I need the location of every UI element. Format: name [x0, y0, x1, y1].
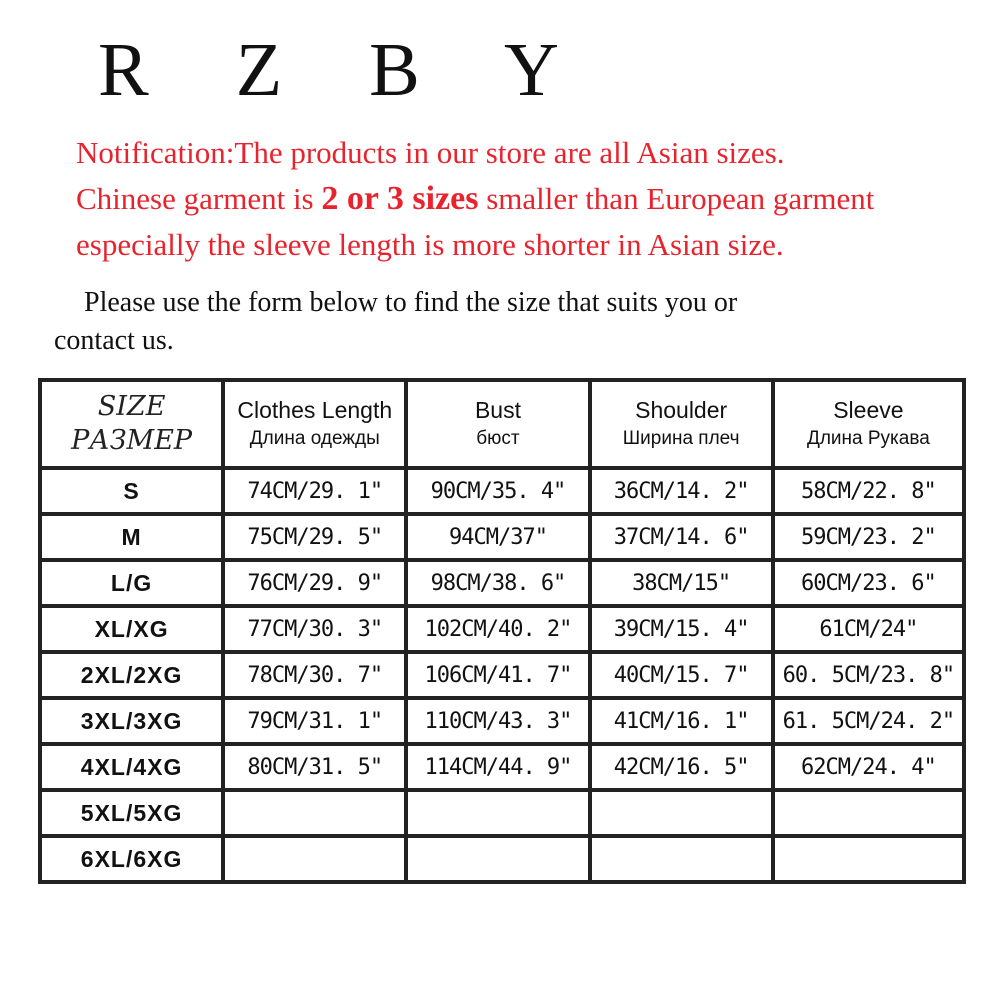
- bust-value: 106CM/41. 7": [408, 654, 587, 696]
- size-label: XL/XG: [42, 608, 221, 650]
- header-sleeve-ru: Длина Рукава: [806, 428, 930, 449]
- table-row: [42, 838, 962, 880]
- sleeve-value: 61. 5CM/24. 2": [775, 700, 962, 742]
- header-bust: [408, 382, 587, 466]
- header-clothes-length: [225, 382, 404, 466]
- instruction-line-1: Please use the form below to find the size that suits you or: [84, 287, 738, 318]
- size-label: 2XL/2XG: [42, 654, 221, 696]
- shoulder-value: [592, 838, 771, 880]
- size-label: L/G: [42, 562, 221, 604]
- table-row: [42, 700, 962, 742]
- sleeve-value: [775, 838, 962, 880]
- table-row: [42, 746, 962, 788]
- clothes-length-value: 76CM/29. 9": [225, 562, 404, 604]
- bust-value: 94CM/37": [408, 516, 587, 558]
- table-row: [42, 792, 962, 834]
- notice-line-2-start: Chinese garment is: [76, 181, 322, 216]
- size-notification: [76, 130, 986, 268]
- table-row: [42, 516, 962, 558]
- notice-line-3: especially the sleeve length is more shorter in Asian size.: [76, 227, 784, 262]
- bust-value: 110CM/43. 3": [408, 700, 587, 742]
- sleeve-value: [775, 792, 962, 834]
- sleeve-value: 60CM/23. 6": [775, 562, 962, 604]
- clothes-length-value: [225, 792, 404, 834]
- size-label: 3XL/3XG: [42, 700, 221, 742]
- size-chart-table: [38, 378, 966, 884]
- bust-value: 114CM/44. 9": [408, 746, 587, 788]
- table-row: [42, 470, 962, 512]
- instruction-line-2: contact us.: [54, 325, 174, 356]
- table-row: [42, 654, 962, 696]
- notice-emphasis: 2 or 3 sizes: [321, 180, 479, 217]
- bust-value: [408, 838, 587, 880]
- size-label: M: [42, 516, 221, 558]
- notice-line-2-end: smaller than European garment: [478, 181, 875, 216]
- shoulder-value: 41CM/16. 1": [592, 700, 771, 742]
- sleeve-value: 58CM/22. 8": [775, 470, 962, 512]
- table-row: [42, 608, 962, 650]
- header-sleeve: [775, 382, 962, 466]
- shoulder-value: 38CM/15": [592, 562, 771, 604]
- clothes-length-value: [225, 838, 404, 880]
- shoulder-value: 37CM/14. 6": [592, 516, 771, 558]
- size-label: 5XL/5XG: [42, 792, 221, 834]
- sleeve-value: 60. 5CM/23. 8": [775, 654, 962, 696]
- header-shoulder: [592, 382, 771, 466]
- shoulder-value: 42CM/16. 5": [592, 746, 771, 788]
- header-clothes-length-ru: Длина одежды: [249, 428, 380, 449]
- bust-value: 90CM/35. 4": [408, 470, 587, 512]
- sleeve-value: 59CM/23. 2": [775, 516, 962, 558]
- brand-logo: R Z B Y: [98, 28, 593, 112]
- shoulder-value: 40CM/15. 7": [592, 654, 771, 696]
- notice-line-1: Notification:The products in our store are all Asian sizes.: [76, 135, 785, 170]
- bust-value: 102CM/40. 2": [408, 608, 587, 650]
- size-header-en: SIZE: [97, 391, 166, 422]
- size-header-cell: [42, 382, 221, 466]
- header-bust-en: Bust: [474, 397, 521, 423]
- instruction-text: [54, 284, 954, 360]
- clothes-length-value: 77CM/30. 3": [225, 608, 404, 650]
- clothes-length-value: 78CM/30. 7": [225, 654, 404, 696]
- clothes-length-value: 75CM/29. 5": [225, 516, 404, 558]
- size-header-ru: РАЗМЕР: [71, 425, 193, 456]
- header-sleeve-en: Sleeve: [833, 397, 904, 423]
- shoulder-value: 36CM/14. 2": [592, 470, 771, 512]
- size-header: [42, 390, 221, 458]
- header-shoulder-ru: Ширина плеч: [622, 428, 740, 449]
- clothes-length-value: 79CM/31. 1": [225, 700, 404, 742]
- size-label: 6XL/6XG: [42, 838, 221, 880]
- clothes-length-value: 80CM/31. 5": [225, 746, 404, 788]
- clothes-length-value: 74CM/29. 1": [225, 470, 404, 512]
- table-header-row: [42, 382, 962, 466]
- shoulder-value: [592, 792, 771, 834]
- table-row: [42, 562, 962, 604]
- sleeve-value: 61CM/24": [775, 608, 962, 650]
- sleeve-value: 62CM/24. 4": [775, 746, 962, 788]
- size-label: S: [42, 470, 221, 512]
- header-shoulder-en: Shoulder: [635, 397, 728, 423]
- size-label: 4XL/4XG: [42, 746, 221, 788]
- header-bust-ru: бюст: [476, 428, 520, 449]
- bust-value: 98CM/38. 6": [408, 562, 587, 604]
- notice-line-2: [76, 176, 986, 222]
- bust-value: [408, 792, 587, 834]
- header-clothes-length-en: Clothes Length: [237, 397, 393, 423]
- shoulder-value: 39CM/15. 4": [592, 608, 771, 650]
